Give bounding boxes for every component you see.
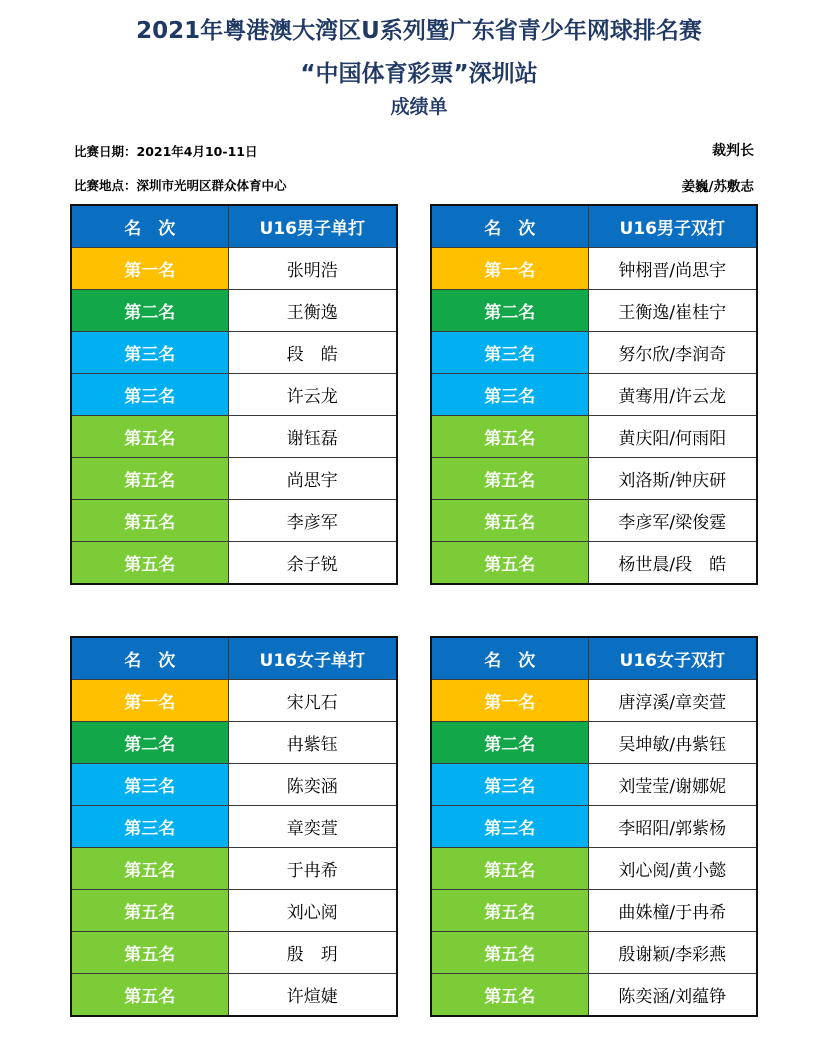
rank-cell: 第二名 bbox=[71, 722, 228, 764]
table-row bbox=[431, 974, 757, 1017]
title-line-3: 成绩单 bbox=[390, 96, 448, 118]
player-name-cell: 黄骞用/许云龙 bbox=[588, 374, 757, 416]
match-date: 比赛日期：2021年4月10-11日 bbox=[74, 144, 258, 159]
rank-cell: 第一名 bbox=[71, 680, 228, 722]
player-name-cell: 刘心阅 bbox=[228, 890, 397, 932]
player-name-cell: 努尔欣/李润奇 bbox=[588, 332, 757, 374]
rank-cell: 第五名 bbox=[71, 848, 228, 890]
table-header-row bbox=[431, 637, 757, 680]
table-row bbox=[71, 500, 397, 542]
rank-cell: 第五名 bbox=[431, 416, 588, 458]
table-row bbox=[71, 542, 397, 585]
player-name-cell: 陈奕涵/刘蕴铮 bbox=[588, 974, 757, 1017]
rank-cell: 第三名 bbox=[431, 806, 588, 848]
table-row bbox=[71, 248, 397, 290]
referee-names: 姜巍/苏敷志 bbox=[681, 179, 754, 195]
table-row bbox=[71, 764, 397, 806]
table-row bbox=[431, 542, 757, 585]
table-row bbox=[71, 416, 397, 458]
player-name-cell: 章奕萱 bbox=[228, 806, 397, 848]
player-name-cell: 许煊婕 bbox=[228, 974, 397, 1017]
table-row bbox=[431, 458, 757, 500]
rank-cell: 第五名 bbox=[71, 974, 228, 1017]
player-name-cell: 钟栩晋/尚思宇 bbox=[588, 248, 757, 290]
table-row bbox=[431, 722, 757, 764]
table-row bbox=[71, 806, 397, 848]
rank-cell: 第五名 bbox=[431, 932, 588, 974]
rank-cell: 第五名 bbox=[71, 458, 228, 500]
rank-cell: 第五名 bbox=[71, 500, 228, 542]
table-row bbox=[431, 848, 757, 890]
player-name-cell: 刘心阅/黄小懿 bbox=[588, 848, 757, 890]
table-row bbox=[71, 332, 397, 374]
player-name-cell: 宋凡石 bbox=[228, 680, 397, 722]
table-row bbox=[431, 500, 757, 542]
title-line-1: 2021年粤港澳大湾区U系列暨广东省青少年网球排名赛 bbox=[136, 18, 702, 44]
table-row bbox=[431, 374, 757, 416]
table-row bbox=[431, 416, 757, 458]
rank-cell: 第二名 bbox=[71, 290, 228, 332]
table-row bbox=[71, 680, 397, 722]
rank-cell: 第一名 bbox=[431, 248, 588, 290]
rank-cell: 第二名 bbox=[431, 290, 588, 332]
player-name-cell: 李彦军 bbox=[228, 500, 397, 542]
rank-cell: 第五名 bbox=[431, 974, 588, 1017]
rank-cell: 第三名 bbox=[71, 806, 228, 848]
table-row bbox=[431, 806, 757, 848]
table-header-row bbox=[71, 205, 397, 248]
player-name-cell: 李昭阳/郭紫杨 bbox=[588, 806, 757, 848]
player-name-cell: 唐淳溪/章奕萱 bbox=[588, 680, 757, 722]
results-table-girls-singles bbox=[70, 636, 398, 1017]
table-row bbox=[431, 932, 757, 974]
rank-cell: 第三名 bbox=[71, 332, 228, 374]
table-row bbox=[431, 248, 757, 290]
table-row bbox=[71, 722, 397, 764]
event-column-header: U16女子单打 bbox=[228, 637, 397, 680]
player-name-cell: 陈奕涵 bbox=[228, 764, 397, 806]
rank-cell: 第五名 bbox=[431, 890, 588, 932]
player-name-cell: 许云龙 bbox=[228, 374, 397, 416]
results-table-boys-singles bbox=[70, 204, 398, 585]
rank-cell: 第三名 bbox=[71, 374, 228, 416]
event-column-header: U16男子双打 bbox=[588, 205, 757, 248]
rank-cell: 第一名 bbox=[431, 680, 588, 722]
rank-cell: 第五名 bbox=[71, 932, 228, 974]
results-table-boys-doubles bbox=[430, 204, 758, 585]
rank-cell: 第五名 bbox=[71, 416, 228, 458]
rank-cell: 第三名 bbox=[431, 374, 588, 416]
player-name-cell: 杨世晨/段 皓 bbox=[588, 542, 757, 585]
player-name-cell: 王衡逸/崔桂宁 bbox=[588, 290, 757, 332]
player-name-cell: 殷 玥 bbox=[228, 932, 397, 974]
player-name-cell: 张明浩 bbox=[228, 248, 397, 290]
rank-cell: 第一名 bbox=[71, 248, 228, 290]
player-name-cell: 于冉希 bbox=[228, 848, 397, 890]
results-table-girls-doubles bbox=[430, 636, 758, 1017]
table-row bbox=[71, 932, 397, 974]
event-column-header: U16女子双打 bbox=[588, 637, 757, 680]
player-name-cell: 谢钰磊 bbox=[228, 416, 397, 458]
table-row bbox=[71, 890, 397, 932]
table-row bbox=[431, 890, 757, 932]
table-row bbox=[71, 848, 397, 890]
table-row bbox=[71, 374, 397, 416]
rank-cell: 第五名 bbox=[431, 848, 588, 890]
rank-cell: 第三名 bbox=[431, 332, 588, 374]
rank-cell: 第五名 bbox=[431, 458, 588, 500]
player-name-cell: 曲姝橦/于冉希 bbox=[588, 890, 757, 932]
player-name-cell: 段 皓 bbox=[228, 332, 397, 374]
player-name-cell: 冉紫钰 bbox=[228, 722, 397, 764]
title-line-2: “中国体育彩票”深圳站 bbox=[300, 61, 538, 87]
rank-cell: 第五名 bbox=[71, 542, 228, 585]
rank-cell: 第二名 bbox=[431, 722, 588, 764]
table-row bbox=[71, 290, 397, 332]
player-name-cell: 刘莹莹/谢娜妮 bbox=[588, 764, 757, 806]
rank-cell: 第五名 bbox=[431, 542, 588, 585]
player-name-cell: 刘洛斯/钟庆研 bbox=[588, 458, 757, 500]
player-name-cell: 殷谢颖/李彩燕 bbox=[588, 932, 757, 974]
referee-title: 裁判长 bbox=[712, 143, 754, 159]
table-row bbox=[431, 764, 757, 806]
rank-column-header: 名 次 bbox=[71, 637, 228, 680]
player-name-cell: 黄庆阳/何雨阳 bbox=[588, 416, 757, 458]
table-header-row bbox=[71, 637, 397, 680]
table-row bbox=[431, 290, 757, 332]
rank-cell: 第五名 bbox=[431, 500, 588, 542]
player-name-cell: 尚思宇 bbox=[228, 458, 397, 500]
rank-column-header: 名 次 bbox=[431, 205, 588, 248]
player-name-cell: 吴坤敏/冉紫钰 bbox=[588, 722, 757, 764]
rank-column-header: 名 次 bbox=[431, 637, 588, 680]
player-name-cell: 王衡逸 bbox=[228, 290, 397, 332]
rank-cell: 第五名 bbox=[71, 890, 228, 932]
table-row bbox=[431, 332, 757, 374]
player-name-cell: 李彦军/梁俊霆 bbox=[588, 500, 757, 542]
table-row bbox=[71, 458, 397, 500]
rank-cell: 第三名 bbox=[431, 764, 588, 806]
rank-column-header: 名 次 bbox=[71, 205, 228, 248]
match-venue: 比赛地点：深圳市光明区群众体育中心 bbox=[74, 178, 287, 193]
table-row bbox=[71, 974, 397, 1017]
rank-cell: 第三名 bbox=[71, 764, 228, 806]
event-column-header: U16男子单打 bbox=[228, 205, 397, 248]
table-header-row bbox=[431, 205, 757, 248]
player-name-cell: 余子锐 bbox=[228, 542, 397, 585]
table-row bbox=[431, 680, 757, 722]
